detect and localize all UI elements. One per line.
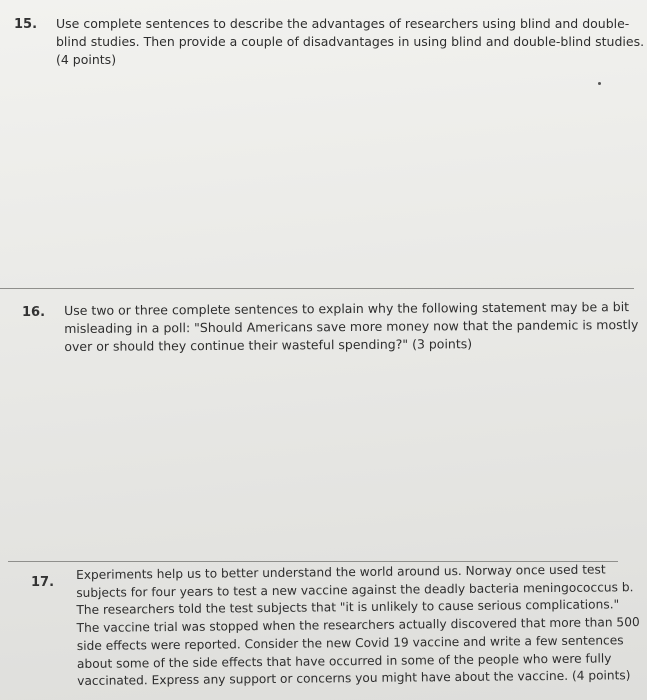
question-line: Use complete sentences to describe the advantages of researchers using blind and double- (56, 16, 630, 31)
question-line: Use two or three complete sentences to explain why the following statement may be a bit (64, 299, 630, 318)
question-line: blind studies. Then provide a couple of disadvantages in using blind and double-blind studies. (56, 34, 645, 49)
question-line: side effects were reported. Consider the new Covid 19 vaccine and write a few sentences (76, 633, 624, 653)
divider-rule (0, 288, 634, 289)
question-line: misleading in a poll: "Should Americans save more money now that the pandemic is mostly (64, 316, 639, 336)
question-line: The researchers told the test subjects that "it is unlikely to cause serious complications." (76, 597, 620, 618)
question-text (76, 561, 640, 691)
question-number: 15. (14, 17, 38, 32)
question-line: vaccinated. Express any support or concerns you might have about the vaccine. (4 points) (77, 668, 631, 689)
question-number: 16. (22, 305, 46, 320)
question-text (56, 15, 644, 69)
question-line: Experiments help us to better understand the world around us. Norway once used test (76, 562, 606, 582)
question-line: over or should they continue their wasteful spending?" (3 points) (64, 336, 473, 354)
question-line: subjects for four years to test a new vaccine against the deadly bacteria meningococcus b. (76, 579, 634, 600)
question-number: 17. (31, 575, 55, 590)
ink-dot (598, 82, 601, 85)
question-line: The vaccine trial was stopped when the researchers actually discovered that more than 500 (76, 615, 640, 636)
question-line: (4 points) (56, 52, 117, 67)
question-text (64, 298, 639, 356)
question-line: about some of the side effects that have occurred in some of the people who were fully (76, 650, 612, 671)
